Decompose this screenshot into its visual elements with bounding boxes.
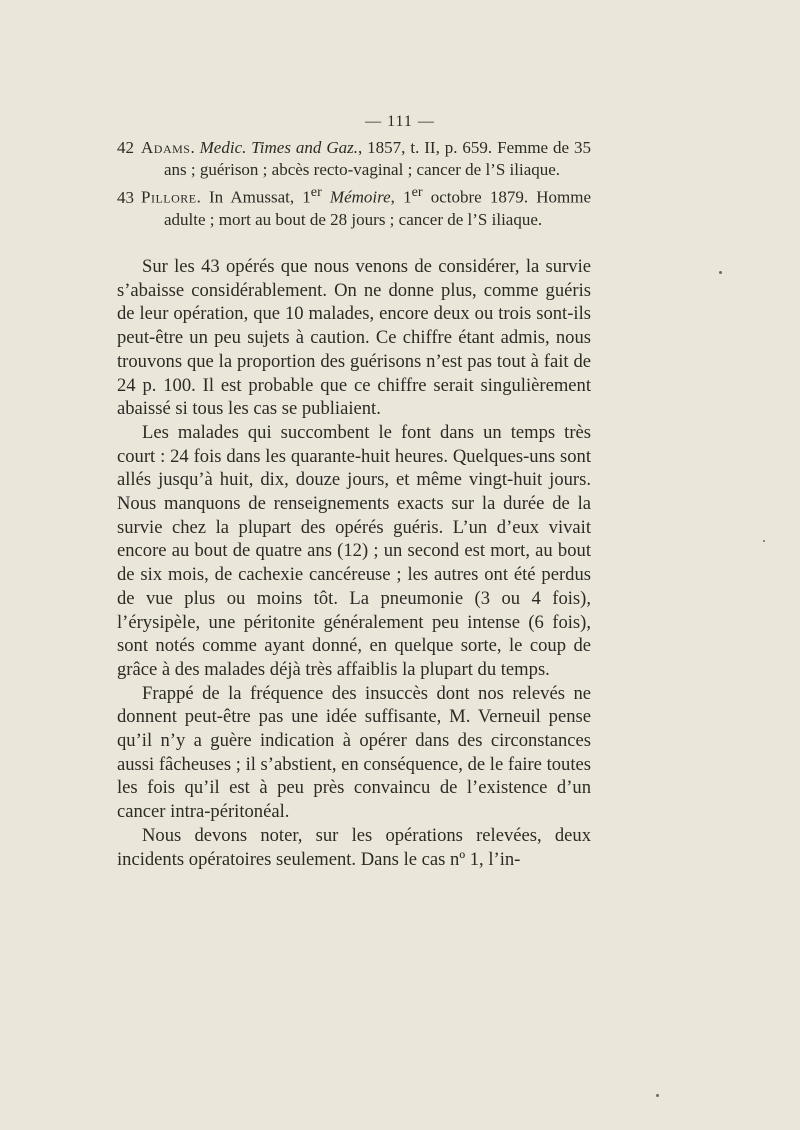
page-number: — 111 — bbox=[365, 113, 435, 130]
reference-text: octobre 1879. Homme adulte ; mort au bout de 28 jours ; cancer de l’S iliaque. bbox=[164, 187, 591, 229]
body-text bbox=[117, 255, 591, 871]
reference-number: 42 bbox=[117, 138, 134, 157]
reference-superscript: er bbox=[310, 184, 322, 200]
paragraph: Les malades qui succombent le font dans un temps très court : 24 fois dans les quarante-huit heures. Quelques-uns sont allés jusqu’à huit, dix, douze jours, et même vingt-huit jours. Nous manquons de renseignements exacts sur la durée de la survie chez la plupart des opérés guéris. L’un d’eux vivait encore au bout de quatre ans (12) ; un second est mort, au bout de six mois, de cachexie cancéreuse ; les autres ont été perdus de vue plus ou moins tôt. La pneumonie (3 ou 4 fois), l’érysipèle, une péritonite généralement peu intense (6 fois), sont notés comme ayant donné, en quelque sorte, le coup de grâce à des malades déjà très affaiblis la plupart du temps. bbox=[117, 421, 591, 680]
paper-speck bbox=[763, 540, 765, 542]
reference-text: , 1 bbox=[390, 187, 412, 207]
paragraph: Frappé de la fréquence des insuccès dont nos relevés ne donnent peut-être pas une idée suffisante, M. Verneuil pense qu’il n’y a guère indication à opérer dans des circonstances aussi fâcheuses ; il s’abstient, en conséquence, de le faire toutes les fois qu’il est à peu près convaincu de l’existence d’un cancer intra-péritonéal. bbox=[117, 682, 591, 823]
reference-author: Pillore bbox=[141, 187, 197, 207]
reference-42 bbox=[117, 137, 591, 181]
paper-speck bbox=[656, 1094, 659, 1097]
references-list bbox=[117, 137, 591, 231]
reference-text: . In Amussat, 1 bbox=[196, 187, 311, 207]
reference-author: Adams bbox=[141, 138, 191, 157]
reference-43 bbox=[117, 181, 591, 231]
paper-speck bbox=[719, 271, 722, 274]
reference-number: 43 bbox=[117, 187, 134, 207]
paragraph: Nous devons noter, sur les opérations relevées, deux incidents opératoires seulement. Dans le cas nº 1, l’in- bbox=[117, 824, 591, 870]
reference-title: Mémoire bbox=[321, 187, 391, 207]
reference-text: . bbox=[190, 138, 200, 157]
reference-text: , 1857, t. II, p. 659. Femme de 35 ans ; guérison ; abcès recto-vaginal ; cancer de l’S iliaque. bbox=[164, 138, 592, 179]
reference-journal: Medic. Times and Gaz. bbox=[199, 138, 358, 157]
reference-superscript: er bbox=[411, 184, 423, 200]
paragraph: Sur les 43 opérés que nous venons de considérer, la survie s’abaisse considérablement. On ne donne plus, comme guéris de leur opération, que 10 malades, encore deux ou trois sont-ils peut-être un peu sujets à caution. Ce chiffre étant admis, nous trouvons que la proportion des guérisons n’est pas tout à fait de 24 p. 100. Il est probable que ce chiffre serait singulièrement abaissé si tous les cas se publiaient. bbox=[117, 256, 591, 420]
